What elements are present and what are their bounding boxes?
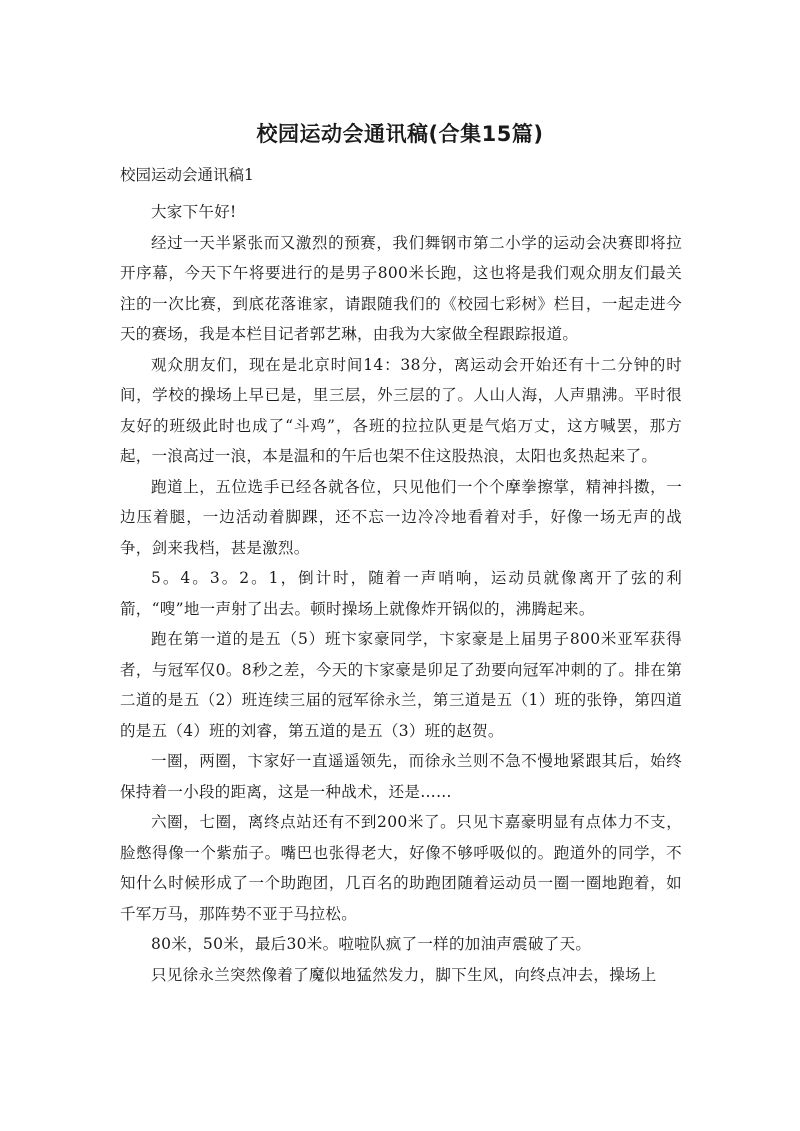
paragraph: 经过一天半紧张而又激烈的预赛，我们舞钢市第二小学的运动会决赛即将拉开序幕，今天下午将要进行的是男子800米长跑，这也将是我们观众朋友们最关注的一次比赛，到底花落谁家，请跟随我们的《校园七彩树》栏目，一起走进今天的赛场，我是本栏目记者郭艺琳，由我为大家做全程跟踪报道。 (120, 233, 682, 343)
document-title: 校园运动会通讯稿(合集15篇) (256, 122, 544, 146)
paragraph: 一圈，两圈，卞家好一直遥遥领先，而徐永兰则不急不慢地紧跟其后，始终保持着一小段的距离，这是一种战术，还是…… (120, 752, 682, 801)
paragraph: 跑道上，五位选手已经各就各位，只见他们一个个摩拳擦掌，精神抖擞，一边压着腿，一边活动着脚踝，还不忘一边冷冷地看着对手，好像一场无声的战争，剑来我档，甚是激烈。 (120, 477, 682, 557)
document-subtitle: 校园运动会通讯稿1 (120, 166, 254, 184)
paragraph: 80米，50米，最后30米。啦啦队疯了一样的加油声震破了天。 (151, 935, 592, 953)
paragraph: 只见徐永兰突然像着了魔似地猛然发力，脚下生风，向终点冲去，操场上 (151, 965, 657, 984)
paragraph: 跑在第一道的是五（5）班卞家豪同学，卞家豪是上届男子800米亚军获得者，与冠军仅0。8秒之差，今天的卞家豪是卯足了劲要向冠军冲刺的了。排在第二道的是五（2）班连续三届的冠军徐永兰，第三道是五（1）班的张铮，第四道的是五（4）班的刘睿，第五道的是五（3）班的赵贺。 (120, 630, 682, 740)
paragraph: 观众朋友们，现在是北京时间14：38分，离运动会开始还有十二分钟的时间，学校的操场上早已是，里三层，外三层的了。人山人海，人声鼎沸。平时很友好的班级此时也成了“斗鸡”，各班的拉拉队更是气焰万丈，这方喊罢，那方起，一浪高过一浪，本是温和的午后也架不住这股热浪，太阳也炙热起来了。 (120, 355, 682, 465)
paragraph: 大家下午好! (151, 203, 237, 221)
paragraph: 5。4。3。2。1，倒计时，随着一声哨响，运动员就像离开了弦的利箭，“嗖”地一声射了出去。顿时操场上就像炸开锅似的，沸腾起来。 (120, 569, 682, 618)
document-body (120, 197, 682, 990)
paragraph: 六圈，七圈，离终点站还有不到200米了。只见卞嘉豪明显有点体力不支，脸憋得像一个紫茄子。嘴巴也张得老大，好像不够呼吸似的。跑道外的同学，不知什么时候形成了一个助跑团，几百名的助跑团随着运动员一圈一圈地跑着，如千军万马，那阵势不亚于马拉松。 (120, 813, 682, 923)
